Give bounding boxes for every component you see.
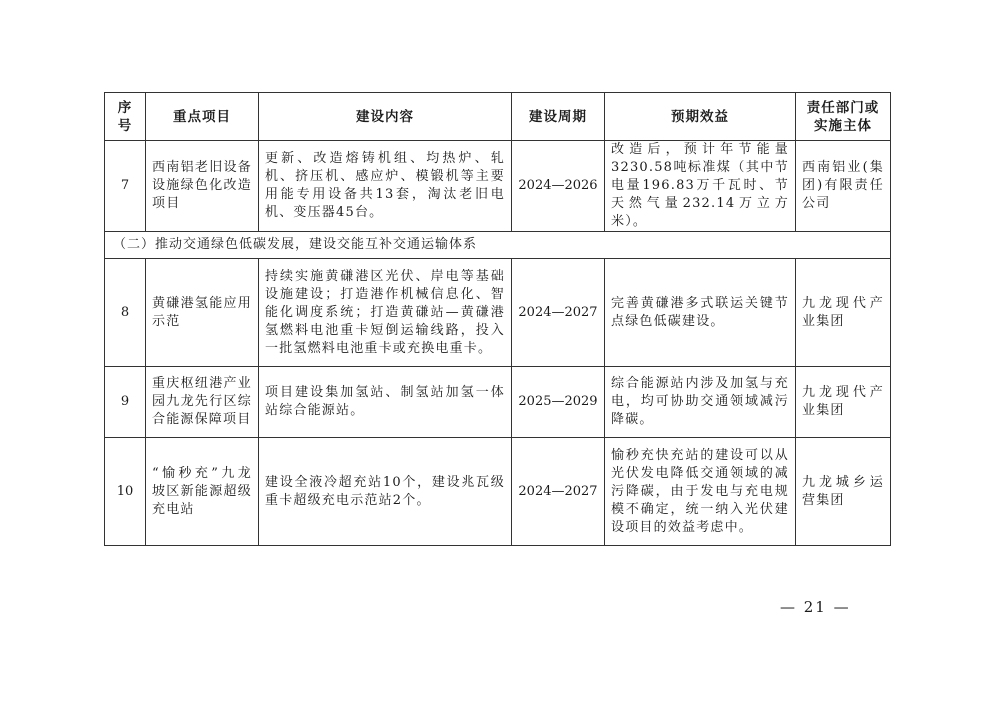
header-owner: 责任部门或实施主体 — [796, 93, 891, 141]
row-benefit: 改造后，预计年节能量3230.58吨标准煤（其中节电量196.83万千瓦时、节天然气量232.14万立方米）。 — [605, 141, 796, 232]
row-owner: 九龙城乡运营集团 — [796, 438, 891, 546]
row-seq: 8 — [105, 259, 146, 367]
table-header-row — [105, 93, 891, 141]
table-row — [105, 367, 891, 438]
row-content: 建设全液冷超充站10个，建设兆瓦级重卡超级充电示范站2个。 — [259, 438, 512, 546]
row-project: “愉秒充”九龙坡区新能源超级充电站 — [146, 438, 259, 546]
row-benefit: 综合能源站内涉及加氢与充电，均可协助交通领域减污降碳。 — [605, 367, 796, 438]
row-owner: 九龙现代产业集团 — [796, 259, 891, 367]
table-row — [105, 438, 891, 546]
row-period: 2024—2026 — [512, 141, 605, 232]
row-content: 更新、改造熔铸机组、均热炉、轧机、挤压机、感应炉、模锻机等主要用能专用设备共13套，淘汰老旧电机、变压器45台。 — [259, 141, 512, 232]
row-owner: 西南铝业(集团)有限责任公司 — [796, 141, 891, 232]
row-owner: 九龙现代产业集团 — [796, 367, 891, 438]
project-table — [104, 92, 891, 546]
row-period: 2024—2027 — [512, 259, 605, 367]
header-benefit: 预期效益 — [605, 93, 796, 141]
row-seq: 10 — [105, 438, 146, 546]
row-period: 2024—2027 — [512, 438, 605, 546]
header-content: 建设内容 — [259, 93, 512, 141]
row-benefit: 愉秒充快充站的建设可以从光伏发电降低交通领域的减污降碳，由于发电与充电规模不确定，统一纳入光伏建设项目的效益考虑中。 — [605, 438, 796, 546]
table-row — [105, 141, 891, 232]
row-seq: 9 — [105, 367, 146, 438]
section-heading-row — [105, 232, 891, 259]
table-row — [105, 259, 891, 367]
row-project: 黄磏港氢能应用示范 — [146, 259, 259, 367]
row-project: 重庆枢纽港产业园九龙先行区综合能源保障项目 — [146, 367, 259, 438]
row-benefit: 完善黄磏港多式联运关键节点绿色低碳建设。 — [605, 259, 796, 367]
row-content: 项目建设集加氢站、制氢站加氢一体站综合能源站。 — [259, 367, 512, 438]
section-heading: （二）推动交通绿色低碳发展，建设交能互补交通运输体系 — [105, 232, 891, 259]
row-project: 西南铝老旧设备设施绿色化改造项目 — [146, 141, 259, 232]
row-seq: 7 — [105, 141, 146, 232]
row-period: 2025—2029 — [512, 367, 605, 438]
header-project: 重点项目 — [146, 93, 259, 141]
header-period: 建设周期 — [512, 93, 605, 141]
row-content: 持续实施黄磏港区光伏、岸电等基础设施建设；打造港作机械信息化、智能化调度系统；打造黄磏站—黄磏港氢燃料电池重卡短倒运输线路，投入一批氢燃料电池重卡或充换电重卡。 — [259, 259, 512, 367]
header-seq: 序号 — [105, 93, 146, 141]
page-number: — 21 — — [780, 598, 851, 616]
